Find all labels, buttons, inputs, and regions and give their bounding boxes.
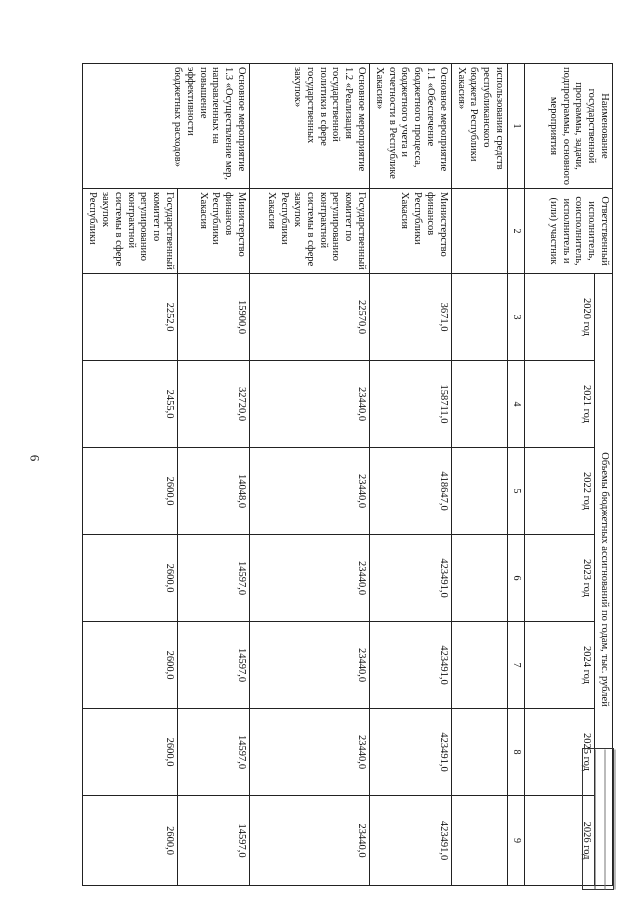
row-value xyxy=(451,361,507,448)
row-value xyxy=(451,448,507,535)
header-name: Наименование государственной программы, задачи, подпрограммы, основного мероприятия xyxy=(525,64,613,189)
header-year: 2026 год xyxy=(525,796,595,886)
table-row xyxy=(178,64,250,886)
row-value: 22570,0 xyxy=(250,274,370,361)
row-name: Основное мероприятие 1.3 «Осуществление мер, направленных на повышение эффективности бюджетных расходов» xyxy=(83,64,250,189)
budget-table xyxy=(82,63,613,886)
row-responsible: Государственный комитет по регулированию контрактной системы в сфере закупок Республики Хакасия xyxy=(250,189,370,274)
row-value: 23440,0 xyxy=(250,796,370,886)
row-value: 14597,0 xyxy=(178,709,250,796)
row-value: 423491,0 xyxy=(370,622,452,709)
row-value: 2600,0 xyxy=(83,448,178,535)
row-value: 23440,0 xyxy=(250,448,370,535)
header-year: 2025 год xyxy=(525,709,595,796)
column-number: 4 xyxy=(508,361,525,448)
row-value xyxy=(451,622,507,709)
row-value: 14597,0 xyxy=(178,535,250,622)
column-number-row xyxy=(508,64,525,886)
row-name: Основное мероприятие 1.1 «Обеспечение бюджетного процесса, бюджетного учета и отчетности в Республике Хакасия» xyxy=(370,64,452,189)
row-value: 15900,0 xyxy=(178,274,250,361)
column-number: 8 xyxy=(508,709,525,796)
column-number: 2 xyxy=(508,189,525,274)
header-year: 2024 год xyxy=(525,622,595,709)
row-name: использования средств республиканского бюджета Республики Хакасия» xyxy=(451,64,507,189)
row-value: 23440,0 xyxy=(250,622,370,709)
row-responsible: Министерство финансов Республики Хакасия xyxy=(370,189,452,274)
header-year: 2022 год xyxy=(525,448,595,535)
row-name: Основное мероприятие 1.2 «Реализация государственной политики в сфере государственных закупок» xyxy=(250,64,370,189)
row-value: 3671,0 xyxy=(370,274,452,361)
row-value: 2600,0 xyxy=(83,535,178,622)
row-value: 14597,0 xyxy=(178,622,250,709)
table-row xyxy=(370,64,452,886)
header-responsible: Ответственный исполнитель, соисполнитель, исполнитель и (или) участник xyxy=(525,189,613,274)
row-value: 423491,0 xyxy=(370,796,452,886)
row-value: 423491,0 xyxy=(370,535,452,622)
row-value xyxy=(451,709,507,796)
header-year: 2023 год xyxy=(525,535,595,622)
column-number: 3 xyxy=(508,274,525,361)
table-row xyxy=(250,64,370,886)
registration-stamp xyxy=(582,748,614,890)
header-budget-group: Объемы бюджетных ассигнований по годам, тыс. рублей xyxy=(595,274,613,886)
row-value: 2600,0 xyxy=(83,709,178,796)
table-row xyxy=(451,64,507,886)
row-value: 423491,0 xyxy=(370,709,452,796)
row-value: 14048,0 xyxy=(178,448,250,535)
column-number: 7 xyxy=(508,622,525,709)
row-value: 158711,0 xyxy=(370,361,452,448)
row-value: 2455,0 xyxy=(83,361,178,448)
row-value: 23440,0 xyxy=(250,709,370,796)
header-year: 2020 год xyxy=(525,274,595,361)
row-value: 2600,0 xyxy=(83,796,178,886)
row-responsible: Государственный комитет по регулированию контрактной системы в сфере закупок Республики xyxy=(83,189,178,274)
page-number: 6 xyxy=(27,454,43,462)
column-number: 9 xyxy=(508,796,525,886)
row-value xyxy=(451,535,507,622)
column-number: 5 xyxy=(508,448,525,535)
row-value: 2600,0 xyxy=(83,622,178,709)
row-value xyxy=(451,274,507,361)
rotated-table-container xyxy=(65,63,613,885)
row-responsible: Министерство финансов Республики Хакасия xyxy=(178,189,250,274)
row-value: 14597,0 xyxy=(178,796,250,886)
row-value: 418647,0 xyxy=(370,448,452,535)
header-year: 2021 год xyxy=(525,361,595,448)
row-value: 2252,0 xyxy=(83,274,178,361)
column-number: 1 xyxy=(508,64,525,189)
row-value: 23440,0 xyxy=(250,535,370,622)
row-value xyxy=(451,796,507,886)
column-number: 6 xyxy=(508,535,525,622)
row-value: 32720,0 xyxy=(178,361,250,448)
row-value: 23440,0 xyxy=(250,361,370,448)
row-responsible xyxy=(451,189,507,274)
